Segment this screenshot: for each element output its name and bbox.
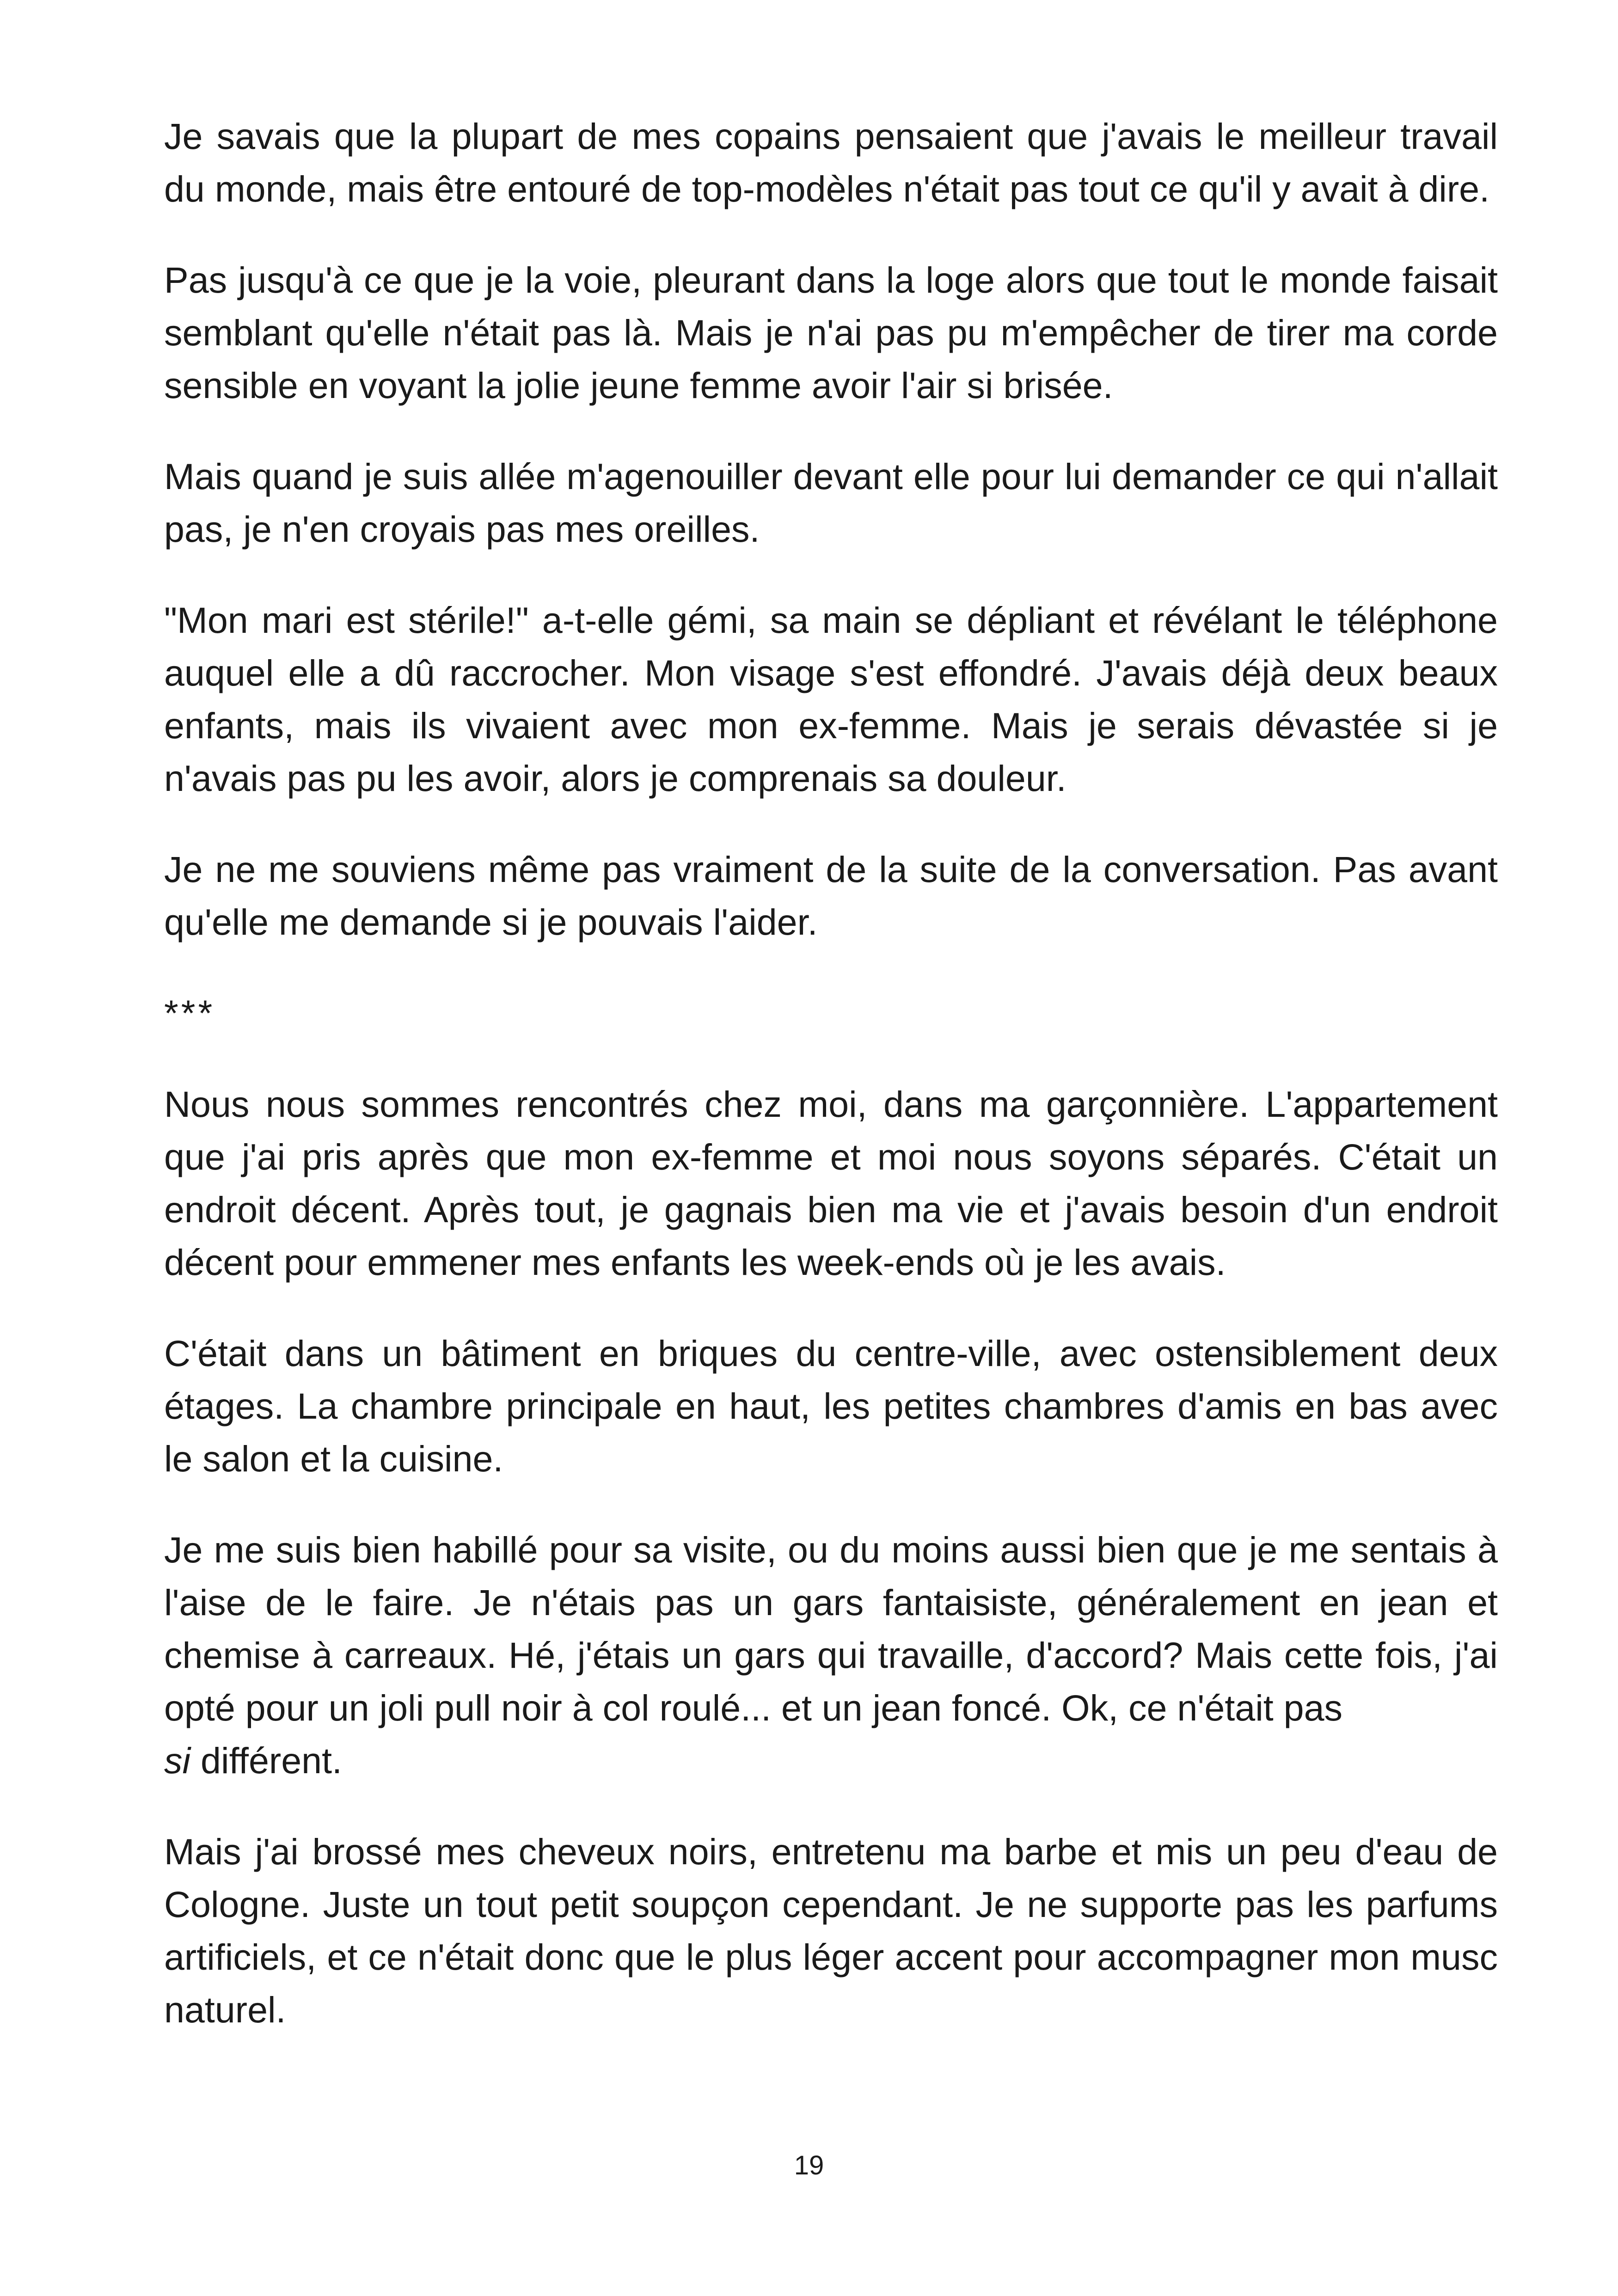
paragraph-8-italic-word: si xyxy=(164,1740,191,1781)
paragraph-2: Pas jusqu'à ce que je la voie, pleurant dans la loge alors que tout le monde faisait semblant qu'elle n'était pas là. Mais je n'ai pas pu m'empêcher de tirer ma corde sensible en voyant la jolie jeune femme avoir l'air si brisée. xyxy=(164,259,1498,406)
paragraph-1: Je savais que la plupart de mes copains pensaient que j'avais le meilleur travail du monde, mais être entouré de top-modèles n'était pas tout ce qu'il y avait à dire. xyxy=(164,116,1498,209)
paragraph-6: Nous nous sommes rencontrés chez moi, dans ma garçonnière. L'appartement que j'ai pris après que mon ex-femme et moi nous soyons séparés. C'était un endroit décent. Après tout, je gagnais bien ma vie et j'avais besoin d'un endroit décent pour emmener mes enfants les week-ends où je les avais. xyxy=(164,1084,1498,1283)
paragraph-8-end: différent. xyxy=(190,1740,342,1781)
body-text xyxy=(164,110,1498,2075)
paragraph-5: Je ne me souviens même pas vraiment de la suite de la conversation. Pas avant qu'elle me demande si je pouvais l'aider. xyxy=(164,849,1498,943)
paragraph-9: Mais j'ai brossé mes cheveux noirs, entretenu ma barbe et mis un peu d'eau de Cologne. Juste un tout petit soupçon cependant. Je ne supporte pas les parfums artificiels, et ce n'était donc que le plus léger accent pour accompagner mon musc naturel. xyxy=(164,1831,1498,2030)
page-number: 19 xyxy=(794,2150,824,2180)
paragraph-3: Mais quand je suis allée m'agenouiller devant elle pour lui demander ce qui n'allait pas, je n'en croyais pas mes oreilles. xyxy=(164,456,1498,550)
paragraph-4: "Mon mari est stérile!" a-t-elle gémi, sa main se dépliant et révélant le téléphone auquel elle a dû raccrocher. Mon visage s'est effondré. J'avais déjà deux beaux enfants, mais ils vivaient avec mon ex-femme. Mais je serais dévastée si je n'avais pas pu les avoir, alors je comprenais sa douleur. xyxy=(164,600,1498,799)
section-separator: *** xyxy=(164,992,215,1034)
paragraph-8-main: Je me suis bien habillé pour sa visite, ou du moins aussi bien que je me sentais à l'aise de le faire. Je n'étais pas un gars fantaisiste, généralement en jean et chemise à carreaux. Hé, j'étais un gars qui travaille, d'accord? Mais cette fois, j'ai opté pour un joli pull noir à col roulé... et un jean foncé. Ok, ce n'était pas xyxy=(164,1529,1498,1728)
paragraph-7: C'était dans un bâtiment en briques du centre-ville, avec ostensiblement deux étages. La chambre principale en haut, les petites chambres d'amis en bas avec le salon et la cuisine. xyxy=(164,1333,1498,1479)
paragraph-8 xyxy=(164,1524,1498,1787)
